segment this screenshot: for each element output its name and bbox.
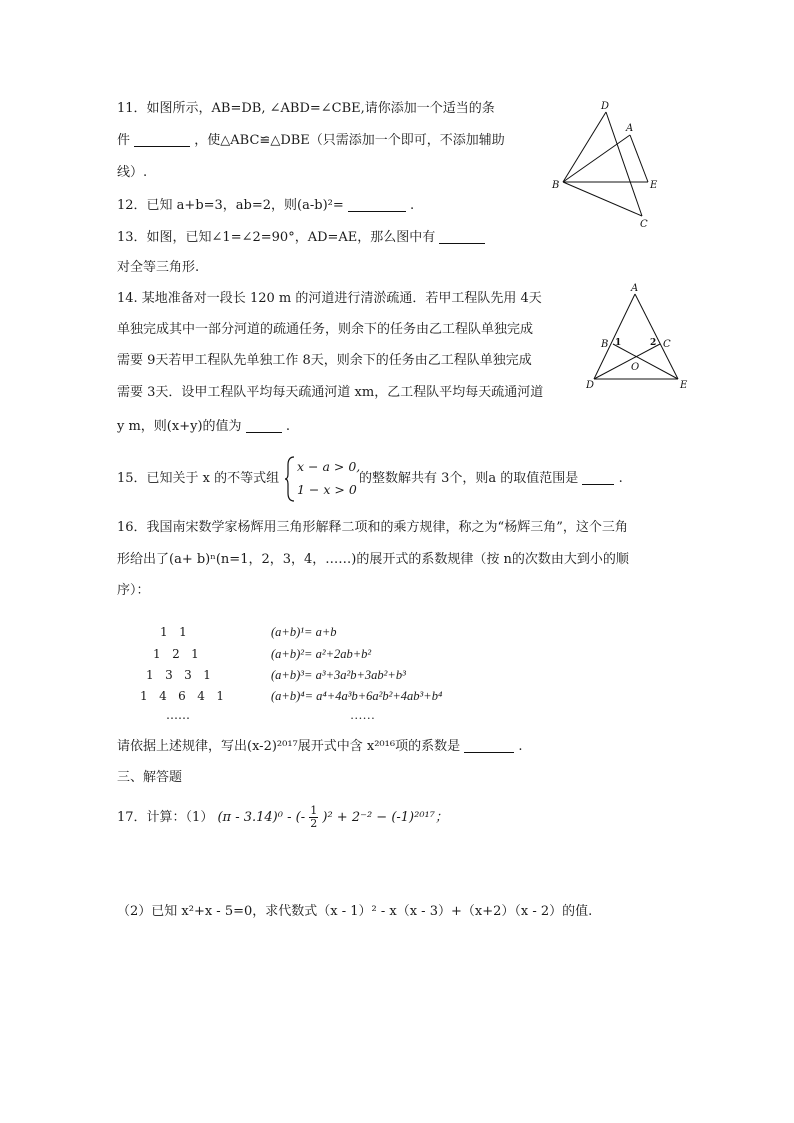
q14-line3: 需要 9天若甲工程队先单独工作 8天，则余下的任务由乙工程队单独完成: [117, 353, 532, 368]
q11-figure: [550, 100, 670, 232]
q13-text: 13．如图，已知∠1=∠2=90°，AD=AE，那么图中有: [117, 230, 436, 245]
q15-line-rest: [359, 469, 623, 489]
q17-expr-b: )² + 2⁻² − (-1)²⁰¹⁷；: [322, 810, 448, 825]
q13-label-o: O: [631, 362, 640, 373]
q16-line3: 序）：: [117, 583, 150, 598]
q17-frac-den: 2: [310, 817, 318, 830]
q11-label-d: D: [601, 101, 610, 112]
expansion-1: (a+b)¹= a+b: [271, 625, 337, 639]
q13-line1: [117, 228, 485, 248]
triangle-row-3: 1 3 3 1: [146, 668, 211, 682]
q15-ineq2: 1 − x > 0: [297, 482, 357, 497]
q12-answer-blank[interactable]: [348, 197, 406, 212]
q13-seg-ae: [635, 294, 678, 379]
q13-label-2: 2: [650, 338, 657, 348]
q14-line2: 单独完成其中一部分河道的疏通任务，则余下的任务由乙工程队单独完成: [117, 322, 534, 337]
expansion-3: (a+b)³= a³+3a²b+3ab²+b³: [271, 668, 406, 682]
q13-figure: [586, 282, 690, 394]
q17-frac-num: 1: [310, 804, 318, 817]
q13-label-1: 1: [615, 338, 622, 348]
q15-text-b: 的整数解共有 3个，则a 的取值范围是: [359, 471, 579, 486]
q11-line1: 11．如图所示，AB=DB, ∠ABD=∠CBE,请你添加一个适当的条: [117, 101, 495, 116]
triangle-row-dots: ……: [166, 708, 190, 722]
q11-label-b: B: [552, 180, 560, 191]
q11-seg-bd: [563, 112, 606, 182]
q14-line5: [117, 417, 290, 437]
triangle-row-1: 1 1: [160, 625, 187, 639]
q11-line2-end: ，使△ABC≌△DBE（只需添加一个即可，不添加辅助: [194, 133, 505, 148]
expansion-2: (a+b)²= a²+2ab+b²: [271, 647, 372, 661]
triangle-row-2: 1 2 1: [153, 647, 199, 661]
q11-seg-ae: [630, 135, 648, 182]
q16-ask: [117, 737, 523, 757]
q13-label-c: C: [663, 339, 671, 350]
q15-text-a: 15．已知关于 x 的不等式组: [117, 471, 280, 486]
q11-label-c: C: [640, 219, 648, 230]
q11-seg-ba: [563, 135, 630, 182]
q16-line2: 形给出了(a+ b)ⁿ(n=1，2，3，4，……)的展开式的系数规律（按 n的次数由大到小的顺: [117, 552, 629, 567]
section-title: 三、解答题: [117, 770, 183, 785]
q17-expr-a: (π - 3.14)⁰ - (-: [217, 810, 306, 825]
q16-ask-end: .: [518, 739, 523, 754]
q11-line3: 线）.: [117, 165, 148, 180]
q13-seg-ad: [594, 294, 635, 379]
q11-line2-start: 件: [117, 133, 131, 148]
q12-text: 12．已知 a+b=3，ab=2，则(a-b)²=: [117, 198, 344, 213]
q14-line4: 需要 3天．设甲工程队平均每天疏通河道 xm，乙工程队平均每天疏通河道: [117, 385, 544, 400]
triangle-row-4: 1 4 6 4 1: [140, 689, 224, 703]
q13-label-e: E: [680, 380, 688, 391]
q13-label-b: B: [601, 339, 609, 350]
q12-end: .: [410, 198, 415, 213]
q17-part2: （2）已知 x²+x - 5=0，求代数式（x - 1）² - x（x - 3）+（x+2）（x - 2）的值.: [117, 904, 593, 919]
q11-seg-dc: [606, 112, 642, 216]
q11-seg-bc: [563, 182, 642, 216]
q16-line1: 16．我国南宋数学家杨辉用三角形解释二项和的乘方规律，称之为“杨辉三角”，这个三角: [117, 520, 628, 535]
q16-answer-blank[interactable]: [464, 738, 514, 753]
q11-label-e: E: [650, 180, 658, 191]
q14-answer-blank[interactable]: [246, 418, 282, 433]
q14-line5-text: y m，则(x+y)的值为: [117, 419, 242, 434]
q15-ineq1: x − a > 0,: [297, 459, 361, 474]
q16-ask-text: 请依据上述规律，写出(x-2)²⁰¹⁷展开式中含 x²⁰¹⁶项的系数是: [117, 739, 461, 754]
q17-label: 17．计算：（1）: [117, 810, 214, 825]
q11-line2: [117, 131, 505, 151]
q13-label-d: D: [586, 380, 595, 391]
expansion-dots: ……: [350, 708, 375, 722]
q11-label-a: A: [626, 123, 634, 134]
q14-line5-end: .: [285, 419, 290, 434]
q15-end: .: [618, 471, 623, 486]
q15-answer-blank[interactable]: [582, 470, 614, 485]
q13-label-a: A: [631, 283, 639, 294]
q15-brace: [284, 455, 296, 503]
q13-answer-blank[interactable]: [439, 229, 485, 244]
q17-fraction: [309, 805, 318, 830]
expansion-4: (a+b)⁴= a⁴+4a³b+6a²b²+4ab³+b⁴: [271, 689, 443, 703]
q17-part1: [117, 805, 448, 830]
q13-line2: 对全等三角形.: [117, 260, 200, 275]
q14-line1: 14. 某地准备对一段长 120 m 的河道进行清淤疏通．若甲工程队先用 4天: [117, 291, 542, 306]
q11-answer-blank[interactable]: [134, 132, 190, 147]
q12-line: [117, 196, 414, 216]
